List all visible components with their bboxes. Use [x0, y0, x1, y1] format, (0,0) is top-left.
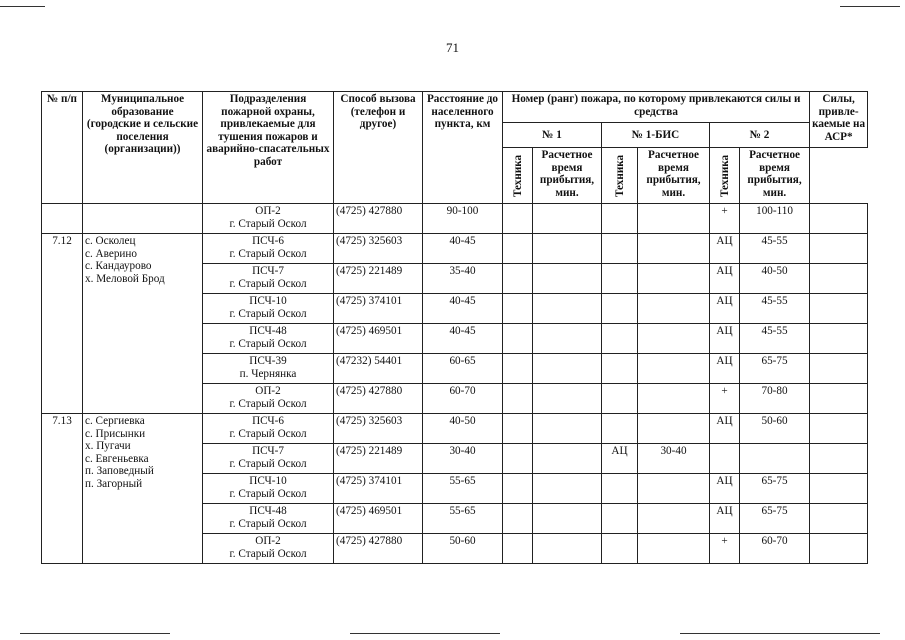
- distance-cell: 60-70: [423, 384, 503, 414]
- rank1bis-arrival-cell: [638, 354, 710, 384]
- rank2-arrival-cell: 50-60: [740, 414, 810, 444]
- header-rank1: № 1: [503, 123, 602, 148]
- rank1-equipment-cell: [503, 444, 533, 474]
- rank1-equipment-cell: [503, 204, 533, 234]
- unit-cell: [203, 294, 334, 324]
- rank2-equipment-cell: +: [710, 534, 740, 564]
- rank2-arrival-cell: 100-110: [740, 204, 810, 234]
- unit-cell: [203, 384, 334, 414]
- header-rank2: № 2: [710, 123, 810, 148]
- rank2-equipment-cell: АЦ: [710, 354, 740, 384]
- settlement-name: с. Осколец: [85, 235, 136, 247]
- phone-cell: (4725) 374101: [334, 294, 423, 324]
- header-unit: Подразделения пожарной охраны, привлекаемые для тушения пожаров и аварийно-спасательных работ: [203, 92, 334, 204]
- rank1bis-arrival-cell: 30-40: [638, 444, 710, 474]
- asr-cell: [810, 384, 868, 414]
- unit-name: ПСЧ-10: [249, 295, 287, 307]
- rank1bis-equipment-cell: [602, 204, 638, 234]
- rank1bis-equipment-cell: [602, 474, 638, 504]
- rank2-equipment-cell: АЦ: [710, 294, 740, 324]
- unit-cell: [203, 414, 334, 444]
- rank1-arrival-cell: [533, 474, 602, 504]
- unit-name: ПСЧ-6: [252, 415, 284, 427]
- unit-place: г. Старый Оскол: [229, 487, 307, 500]
- rank1-arrival-cell: [533, 534, 602, 564]
- unit-name: ПСЧ-6: [252, 235, 284, 247]
- rank1bis-equipment-cell: [602, 534, 638, 564]
- distance-cell: 60-65: [423, 354, 503, 384]
- rank1-equipment-cell: [503, 234, 533, 264]
- rank1bis-arrival-cell: [638, 474, 710, 504]
- rank1bis-arrival-cell: [638, 204, 710, 234]
- distance-cell: 35-40: [423, 264, 503, 294]
- rank2-equipment-cell: +: [710, 204, 740, 234]
- settlement-name: п. Загорный: [85, 477, 143, 490]
- rank2-arrival-cell: 65-75: [740, 474, 810, 504]
- unit-place: г. Старый Оскол: [229, 337, 307, 350]
- phone-cell: (4725) 427880: [334, 384, 423, 414]
- rank1-arrival-cell: [533, 504, 602, 534]
- rank1-equipment-cell: [503, 294, 533, 324]
- table-row: [42, 234, 868, 264]
- rank1-equipment-cell: [503, 414, 533, 444]
- row-num-cell: [42, 204, 83, 234]
- unit-name: ПСЧ-48: [249, 325, 287, 337]
- unit-place: г. Старый Оскол: [229, 427, 307, 440]
- distance-cell: 40-45: [423, 324, 503, 354]
- rank1bis-arrival-cell: [638, 324, 710, 354]
- rank1-arrival-cell: [533, 234, 602, 264]
- settlement-name: п. Заповедный: [85, 465, 154, 477]
- top-rule-left: [0, 6, 45, 7]
- header-rank1bis: № 1-БИС: [602, 123, 710, 148]
- unit-cell: [203, 264, 334, 294]
- rank1bis-equipment-cell: [602, 414, 638, 444]
- table-body: [42, 204, 868, 564]
- rank1-equipment-cell: [503, 324, 533, 354]
- distance-cell: 40-45: [423, 234, 503, 264]
- header-rank1bis-equipment: Техника: [602, 148, 638, 204]
- rank2-arrival-cell: 65-75: [740, 504, 810, 534]
- rank1-arrival-cell: [533, 384, 602, 414]
- asr-cell: [810, 474, 868, 504]
- asr-cell: [810, 354, 868, 384]
- rank2-arrival-cell: 40-50: [740, 264, 810, 294]
- rank1-arrival-cell: [533, 414, 602, 444]
- header-rank2-equipment: Техника: [710, 148, 740, 204]
- unit-name: ПСЧ-10: [249, 475, 287, 487]
- rank2-equipment-cell: АЦ: [710, 324, 740, 354]
- asr-cell: [810, 294, 868, 324]
- unit-name: ОП-2: [255, 535, 281, 547]
- bottom-rule-center: [350, 633, 500, 634]
- phone-cell: (4725) 427880: [334, 534, 423, 564]
- settlement-name: с. Присынки: [85, 427, 146, 440]
- rank1bis-equipment-cell: [602, 504, 638, 534]
- unit-name: ПСЧ-48: [249, 505, 287, 517]
- rank1-arrival-cell: [533, 264, 602, 294]
- group-num-cell: 7.12: [42, 234, 83, 414]
- rank1bis-equipment-cell: [602, 354, 638, 384]
- rank1-equipment-cell: [503, 384, 533, 414]
- unit-cell: [203, 204, 334, 234]
- group-municipality-cell: [83, 234, 203, 414]
- unit-place: г. Старый Оскол: [229, 217, 307, 230]
- rank2-arrival-cell: 45-55: [740, 324, 810, 354]
- unit-cell: [203, 234, 334, 264]
- rank1bis-arrival-cell: [638, 264, 710, 294]
- unit-name: ПСЧ-7: [252, 265, 284, 277]
- unit-place: г. Старый Оскол: [229, 397, 307, 410]
- distance-cell: 90-100: [423, 204, 503, 234]
- header-call-method: Способ вызова (телефон и другое): [334, 92, 423, 204]
- bottom-rule-right: [680, 633, 880, 634]
- rank2-arrival-cell: [740, 444, 810, 474]
- unit-place: г. Старый Оскол: [229, 547, 307, 560]
- rank2-arrival-cell: 45-55: [740, 294, 810, 324]
- rank1bis-equipment-cell: [602, 324, 638, 354]
- header-municipality: Муниципальное образование (городские и сельские поселения (организации)): [83, 92, 203, 204]
- asr-cell: [810, 504, 868, 534]
- settlement-name: с. Кандаурово: [85, 260, 152, 272]
- settlement-name: с. Евгеньевка: [85, 452, 149, 465]
- rank2-arrival-cell: 45-55: [740, 234, 810, 264]
- distance-cell: 40-50: [423, 414, 503, 444]
- asr-cell: [810, 234, 868, 264]
- header-forces-asr: Силы, привле-каемые на АСР*: [810, 92, 868, 148]
- phone-cell: (4725) 469501: [334, 324, 423, 354]
- rank1bis-equipment-cell: [602, 234, 638, 264]
- unit-place: г. Старый Оскол: [229, 517, 307, 530]
- rank1-arrival-cell: [533, 354, 602, 384]
- rank1-arrival-cell: [533, 294, 602, 324]
- group-municipality-cell: [83, 414, 203, 564]
- rank1-arrival-cell: [533, 324, 602, 354]
- phone-cell: (4725) 221489: [334, 444, 423, 474]
- distance-cell: 30-40: [423, 444, 503, 474]
- phone-cell: (4725) 221489: [334, 264, 423, 294]
- unit-name: ОП-2: [255, 385, 281, 397]
- rank2-equipment-cell: [710, 444, 740, 474]
- phone-cell: (4725) 325603: [334, 414, 423, 444]
- unit-cell: [203, 504, 334, 534]
- unit-name: ОП-2: [255, 205, 281, 217]
- header-rank2-arrival: Расчетное время прибытия, мин.: [740, 148, 810, 204]
- asr-cell: [810, 324, 868, 354]
- phone-cell: (4725) 469501: [334, 504, 423, 534]
- header-row-1: [42, 92, 868, 123]
- unit-cell: [203, 354, 334, 384]
- unit-cell: [203, 444, 334, 474]
- table-row: [42, 414, 868, 444]
- rank2-equipment-cell: АЦ: [710, 234, 740, 264]
- rank1-arrival-cell: [533, 444, 602, 474]
- rank1bis-equipment-cell: АЦ: [602, 444, 638, 474]
- rank2-arrival-cell: 70-80: [740, 384, 810, 414]
- rank2-arrival-cell: 60-70: [740, 534, 810, 564]
- rank1-equipment-cell: [503, 504, 533, 534]
- rank1bis-arrival-cell: [638, 534, 710, 564]
- page-number: 71: [446, 40, 459, 55]
- header-rank-group: Номер (ранг) пожара, по которому привлекаются силы и средства: [503, 92, 810, 123]
- rank1bis-arrival-cell: [638, 414, 710, 444]
- rank1-arrival-cell: [533, 204, 602, 234]
- header-rank1-arrival: Расчетное время прибытия, мин.: [533, 148, 602, 204]
- table-row: [42, 204, 868, 234]
- settlement-name: с. Аверино: [85, 247, 137, 260]
- top-rule-right: [840, 6, 900, 7]
- distance-cell: 55-65: [423, 504, 503, 534]
- unit-place: п. Чернянка: [239, 367, 297, 380]
- group-num-cell: 7.13: [42, 414, 83, 564]
- unit-cell: [203, 474, 334, 504]
- header-distance: Расстояние до населенного пункта, км: [423, 92, 503, 204]
- phone-cell: (4725) 427880: [334, 204, 423, 234]
- rank1bis-equipment-cell: [602, 264, 638, 294]
- asr-cell: [810, 534, 868, 564]
- header-rank1-equipment: Техника: [503, 148, 533, 204]
- unit-cell: [203, 324, 334, 354]
- rank2-equipment-cell: АЦ: [710, 474, 740, 504]
- asr-cell: [810, 204, 868, 234]
- rank2-arrival-cell: 65-75: [740, 354, 810, 384]
- asr-cell: [810, 414, 868, 444]
- unit-place: г. Старый Оскол: [229, 307, 307, 320]
- phone-cell: (4725) 374101: [334, 474, 423, 504]
- unit-place: г. Старый Оскол: [229, 277, 307, 290]
- phone-cell: (47232) 54401: [334, 354, 423, 384]
- unit-name: ПСЧ-7: [252, 445, 284, 457]
- settlement-name: х. Пугачи: [85, 440, 131, 452]
- fire-forces-table: [41, 91, 868, 564]
- rank1-equipment-cell: [503, 354, 533, 384]
- unit-cell: [203, 534, 334, 564]
- bottom-rule-left: [20, 633, 170, 634]
- rank1bis-arrival-cell: [638, 234, 710, 264]
- unit-place: г. Старый Оскол: [229, 247, 307, 260]
- row-municipality-cell: [83, 204, 203, 234]
- rank2-equipment-cell: +: [710, 384, 740, 414]
- asr-cell: [810, 264, 868, 294]
- unit-name: ПСЧ-39: [249, 355, 287, 367]
- distance-cell: 50-60: [423, 534, 503, 564]
- rank1-equipment-cell: [503, 534, 533, 564]
- rank1-equipment-cell: [503, 474, 533, 504]
- unit-place: г. Старый Оскол: [229, 457, 307, 470]
- asr-cell: [810, 444, 868, 474]
- rank1bis-arrival-cell: [638, 294, 710, 324]
- rank2-equipment-cell: АЦ: [710, 414, 740, 444]
- rank1-equipment-cell: [503, 264, 533, 294]
- settlement-name: с. Сергиевка: [85, 415, 145, 427]
- header-rank1bis-arrival: Расчетное время прибытия, мин.: [638, 148, 710, 204]
- phone-cell: (4725) 325603: [334, 234, 423, 264]
- rank1bis-arrival-cell: [638, 504, 710, 534]
- header-num: № п/п: [42, 92, 83, 204]
- rank1bis-arrival-cell: [638, 384, 710, 414]
- settlement-name: х. Меловой Брод: [85, 272, 165, 285]
- distance-cell: 40-45: [423, 294, 503, 324]
- rank1bis-equipment-cell: [602, 294, 638, 324]
- rank2-equipment-cell: АЦ: [710, 504, 740, 534]
- rank2-equipment-cell: АЦ: [710, 264, 740, 294]
- rank1bis-equipment-cell: [602, 384, 638, 414]
- distance-cell: 55-65: [423, 474, 503, 504]
